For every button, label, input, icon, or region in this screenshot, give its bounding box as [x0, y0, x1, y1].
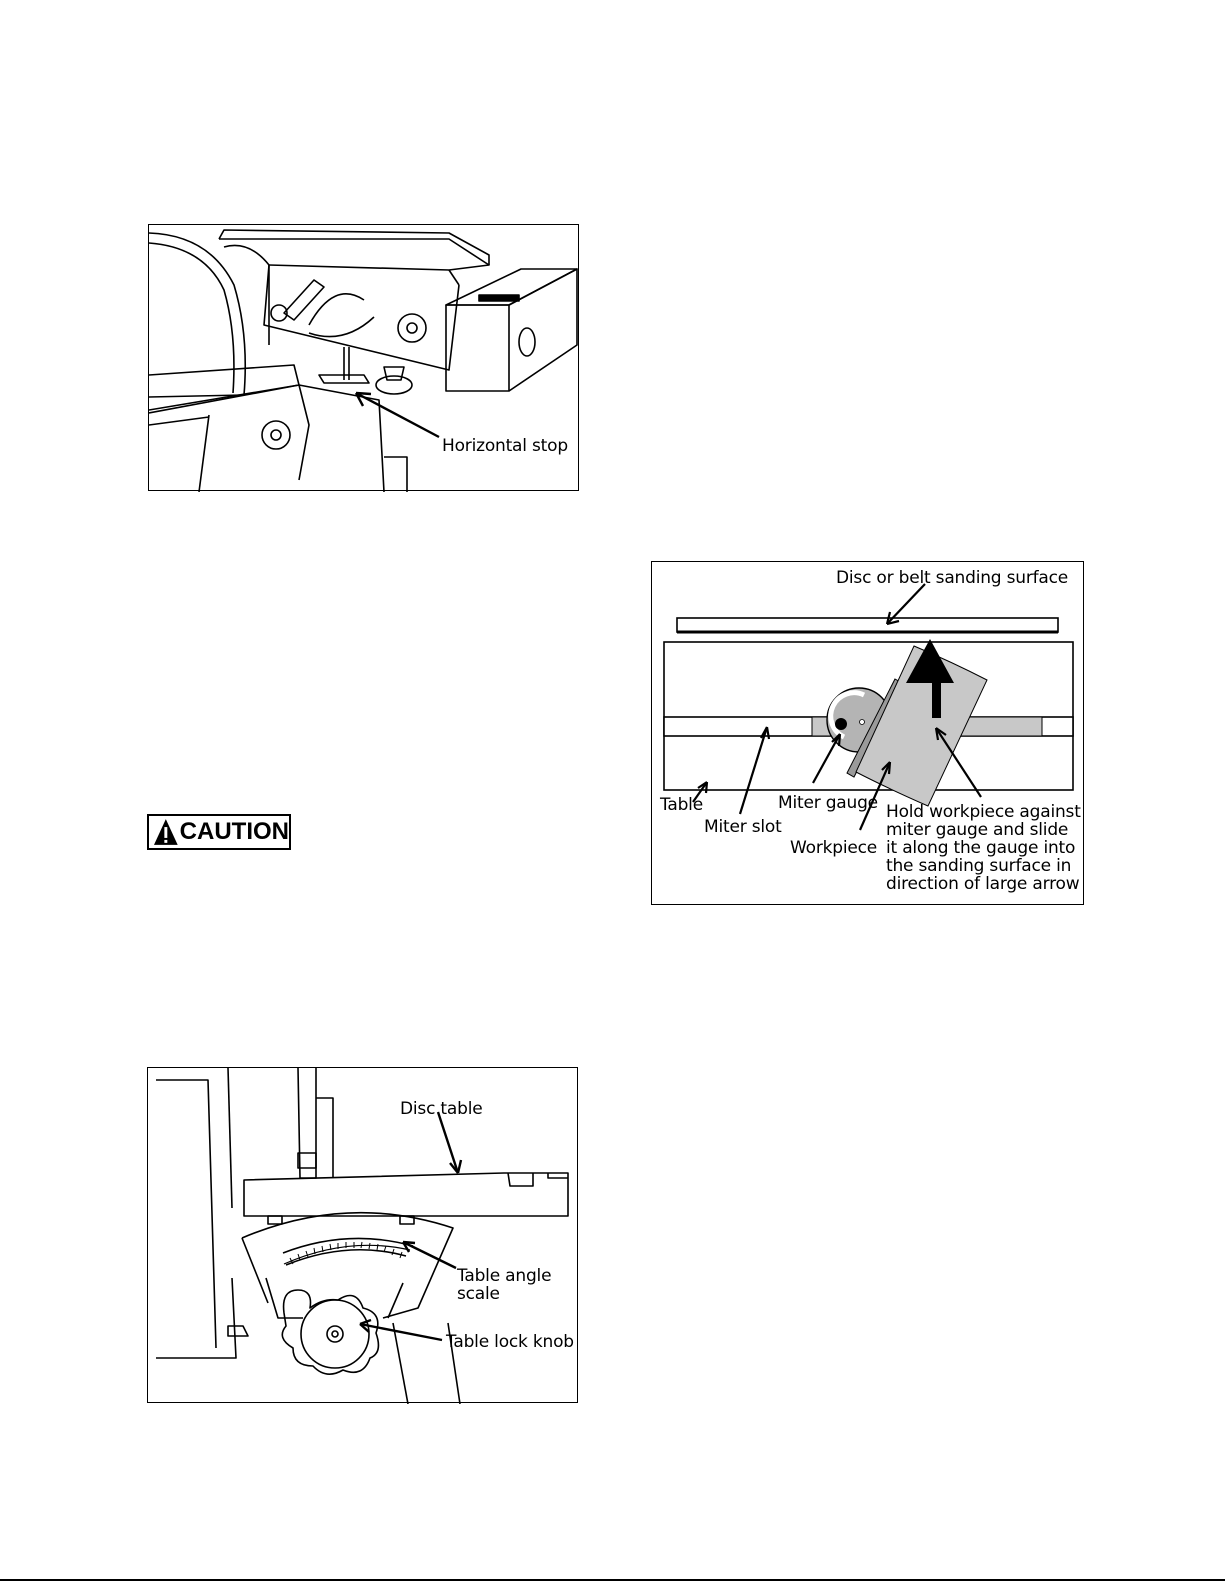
caution-label [147, 814, 291, 850]
callout-horizontal-stop: Horizontal stop [442, 436, 568, 456]
instruction-line: direction of large arrow [886, 874, 1080, 894]
sanding-surface [677, 618, 1058, 632]
callout-table: Table [660, 795, 703, 815]
callout-workpiece: Workpiece [790, 838, 878, 858]
callout-disc-table: Disc table [400, 1099, 483, 1119]
figure-miter-gauge [651, 561, 1084, 905]
page-bottom-rule [0, 1579, 1225, 1581]
table-angle-scale-line: scale [457, 1284, 500, 1304]
caution-text: CAUTION [179, 818, 289, 845]
figure-horizontal-stop [148, 224, 579, 491]
callout-table-angle-scale [457, 1267, 551, 1303]
horizontal-stop-arrow [356, 393, 439, 437]
callout-miter-slot: Miter slot [704, 817, 782, 837]
table-angle-scale-line: Table angle [457, 1266, 552, 1286]
disc-table-illustration [148, 1068, 579, 1404]
callout-table-lock-knob: Table lock knob [446, 1332, 574, 1352]
exclamation-triangle-icon [153, 817, 179, 847]
callout-miter-gauge: Miter gauge [778, 793, 878, 813]
instruction-line: it along the gauge into [886, 838, 1076, 858]
callout-instruction [886, 803, 1081, 893]
callout-sanding-surface: Disc or belt sanding surface [836, 568, 1069, 588]
instruction-line: Hold workpiece against [886, 802, 1081, 822]
instruction-line: miter gauge and slide [886, 820, 1069, 840]
instruction-line: the sanding surface in [886, 856, 1072, 876]
figure-disc-table [147, 1067, 578, 1403]
